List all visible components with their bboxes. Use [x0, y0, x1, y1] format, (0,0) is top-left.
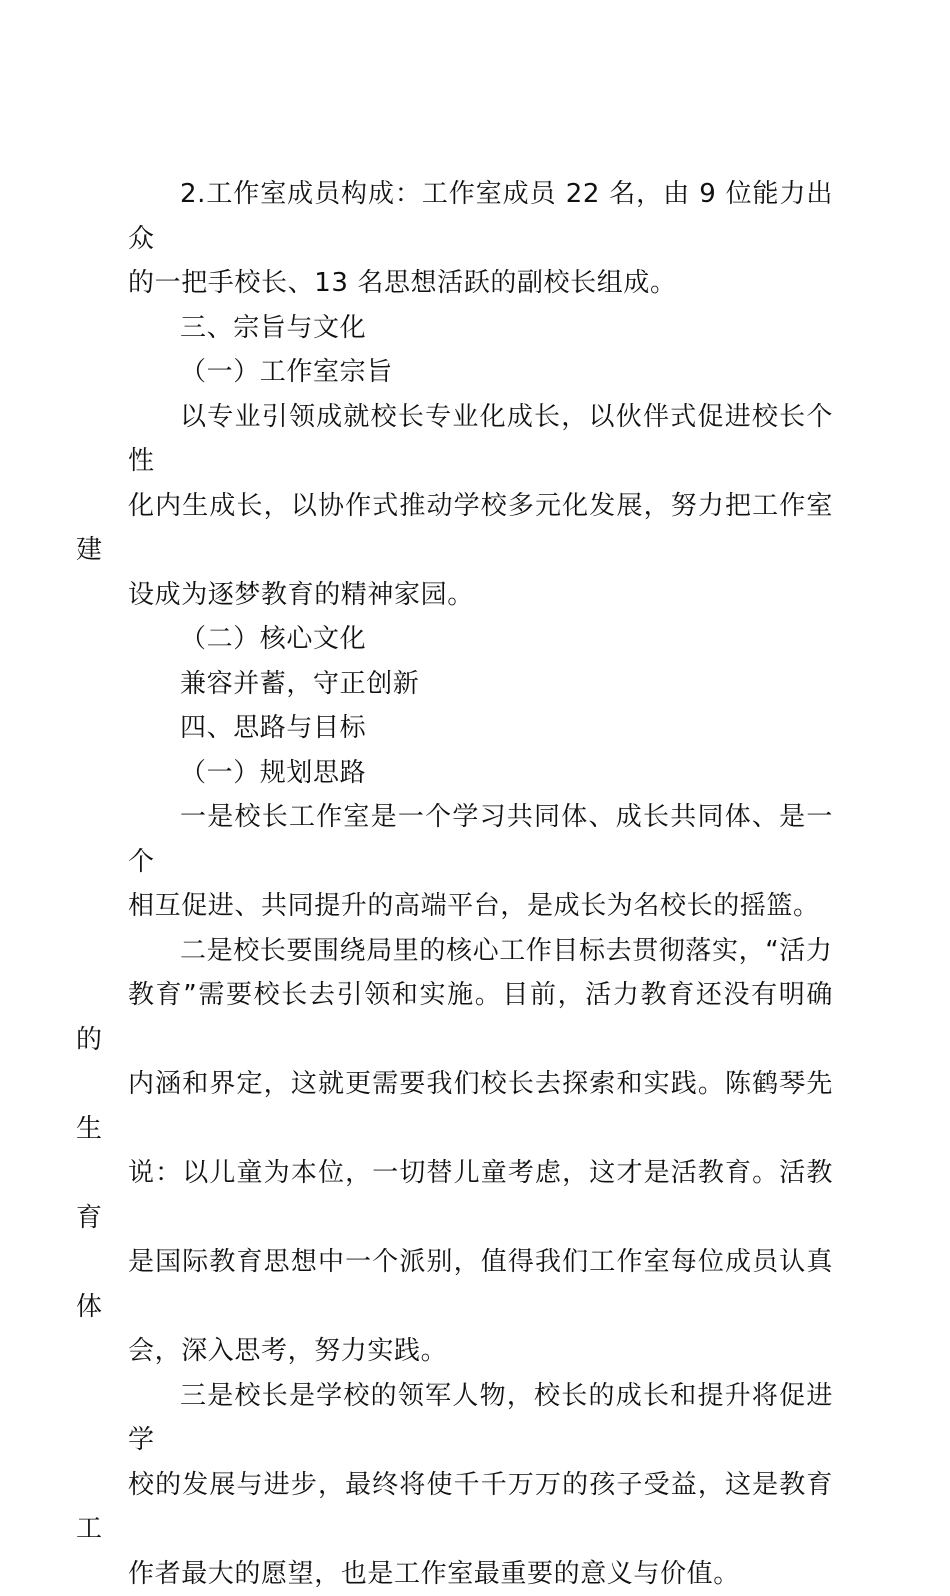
paragraph-member-composition	[128, 172, 833, 306]
text-line: 的一把手校长、13 名思想活跃的副校长组成。	[76, 261, 833, 306]
text-line: （一）规划思路	[128, 751, 833, 796]
text-line: 二是校长要围绕局里的核心工作目标去贯彻落实，“活力	[128, 929, 833, 974]
text-line: （二）核心文化	[128, 617, 833, 662]
text-line: 相互促进、共同提升的高端平台，是成长为名校长的摇篮。	[76, 884, 833, 929]
document-body	[128, 172, 833, 1596]
text-line: 是国际教育思想中一个派别，值得我们工作室每位成员认真体	[76, 1240, 833, 1329]
text-line: 教育”需要校长去引领和实施。目前，活力教育还没有明确的	[76, 973, 833, 1062]
text-line: 兼容并蓄，守正创新	[128, 662, 833, 707]
text-line: 化内生成长，以协作式推动学校多元化发展，努力把工作室建	[76, 484, 833, 573]
text-line: （一）工作室宗旨	[128, 350, 833, 395]
text-line: 2.工作室成员构成：工作室成员 22 名，由 9 位能力出众	[128, 172, 833, 261]
text-line: 作者最大的愿望，也是工作室最重要的意义与价值。	[76, 1552, 833, 1596]
subheading-planning-ideas	[128, 751, 833, 796]
section-heading-ideas-goals	[128, 706, 833, 751]
text-line: 设成为逐梦教育的精神家园。	[76, 573, 833, 618]
text-line: 一是校长工作室是一个学习共同体、成长共同体、是一个	[128, 795, 833, 884]
paragraph-core-culture	[128, 662, 833, 707]
text-line: 会，深入思考，努力实践。	[76, 1329, 833, 1374]
text-line: 说：以儿童为本位，一切替儿童考虑，这才是活教育。活教育	[76, 1151, 833, 1240]
text-line: 以专业引领成就校长专业化成长，以伙伴式促进校长个性	[128, 395, 833, 484]
paragraph-studio-purpose	[128, 395, 833, 618]
text-line: 校的发展与进步，最终将使千千万万的孩子受益，这是教育工	[76, 1463, 833, 1552]
paragraph-idea-one	[128, 795, 833, 929]
text-line: 内涵和界定，这就更需要我们校长去探索和实践。陈鹤琴先生	[76, 1062, 833, 1151]
subheading-core-culture	[128, 617, 833, 662]
text-line: 四、思路与目标	[128, 706, 833, 751]
paragraph-idea-two	[128, 929, 833, 1374]
text-line: 三是校长是学校的领军人物，校长的成长和提升将促进学	[128, 1374, 833, 1463]
section-heading-purpose-culture	[128, 306, 833, 351]
text-line: 三、宗旨与文化	[128, 306, 833, 351]
subheading-studio-purpose	[128, 350, 833, 395]
paragraph-idea-three	[128, 1374, 833, 1596]
